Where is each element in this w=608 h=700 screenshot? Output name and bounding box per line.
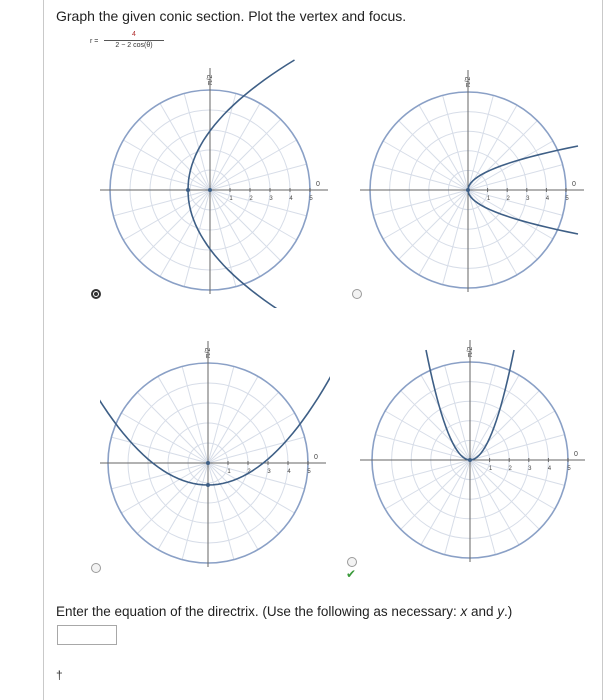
angle-label-zero: 0 bbox=[572, 181, 576, 188]
tick-label: 5 bbox=[309, 196, 313, 202]
tick-label: 4 bbox=[545, 196, 550, 202]
question-title: Graph the given conic section. Plot the vertex and focus. bbox=[56, 8, 407, 24]
tick-label: 2 bbox=[506, 196, 510, 202]
tick-label: 3 bbox=[269, 196, 273, 202]
tick-label: 2 bbox=[508, 466, 512, 472]
angle-label-half-pi: π/2 bbox=[207, 74, 214, 86]
tick-label: 2 bbox=[249, 196, 253, 202]
angle-label-zero: 0 bbox=[314, 454, 318, 461]
var-x: x bbox=[460, 604, 468, 619]
tick-label: 5 bbox=[567, 466, 571, 472]
radio-option-b[interactable] bbox=[352, 289, 362, 299]
radio-option-c[interactable] bbox=[91, 563, 101, 573]
tick-label: 2 bbox=[247, 469, 251, 475]
directrix-prompt-start: Enter the equation of the directrix. (Use the following as necessary: bbox=[56, 604, 461, 619]
plot-point bbox=[206, 483, 210, 487]
directrix-input[interactable] bbox=[57, 625, 117, 645]
formula-denominator: 2 − 2 cos(θ) bbox=[115, 42, 153, 49]
directrix-prompt-end: .) bbox=[504, 604, 513, 619]
fraction-bar bbox=[104, 40, 164, 41]
directrix-and: and bbox=[467, 604, 498, 619]
tick-label: 1 bbox=[227, 469, 231, 475]
tick-label: 3 bbox=[526, 196, 530, 202]
formula-fraction bbox=[104, 31, 164, 50]
plot-point bbox=[208, 188, 212, 192]
plot-point bbox=[468, 458, 472, 462]
angle-label-zero: 0 bbox=[316, 181, 320, 188]
graph-option-d bbox=[360, 328, 585, 568]
correct-check-icon: ✔ bbox=[346, 567, 357, 581]
tick-label: 1 bbox=[229, 196, 233, 202]
radio-option-a[interactable] bbox=[91, 289, 101, 299]
radio-option-d[interactable] bbox=[347, 557, 357, 567]
tick-label: 4 bbox=[547, 466, 552, 472]
plot-point bbox=[206, 461, 210, 465]
tick-label: 1 bbox=[486, 196, 491, 202]
tick-label: 5 bbox=[565, 196, 569, 202]
graph-option-b bbox=[360, 58, 585, 308]
formula-numerator: 4 bbox=[132, 31, 136, 38]
plot-point bbox=[186, 188, 190, 192]
graph-option-a bbox=[100, 58, 330, 308]
var-y: y bbox=[497, 604, 504, 619]
angle-label-half-pi: π/2 bbox=[467, 346, 474, 358]
tick-label: 4 bbox=[289, 196, 293, 202]
tick-label: 4 bbox=[287, 469, 291, 475]
tick-label: 5 bbox=[307, 469, 311, 475]
directrix-prompt bbox=[56, 604, 512, 619]
angle-label-half-pi: π/2 bbox=[205, 347, 212, 359]
tick-label: 3 bbox=[528, 466, 532, 472]
tick-label: 3 bbox=[267, 469, 271, 475]
footnote-dagger: † bbox=[56, 668, 63, 682]
formula-lhs: r = bbox=[90, 38, 99, 45]
plot-point bbox=[466, 188, 470, 192]
angle-label-half-pi: π/2 bbox=[465, 76, 472, 88]
angle-label-zero: 0 bbox=[574, 451, 578, 458]
tick-label: 1 bbox=[488, 466, 493, 472]
graph-option-c bbox=[100, 328, 330, 568]
